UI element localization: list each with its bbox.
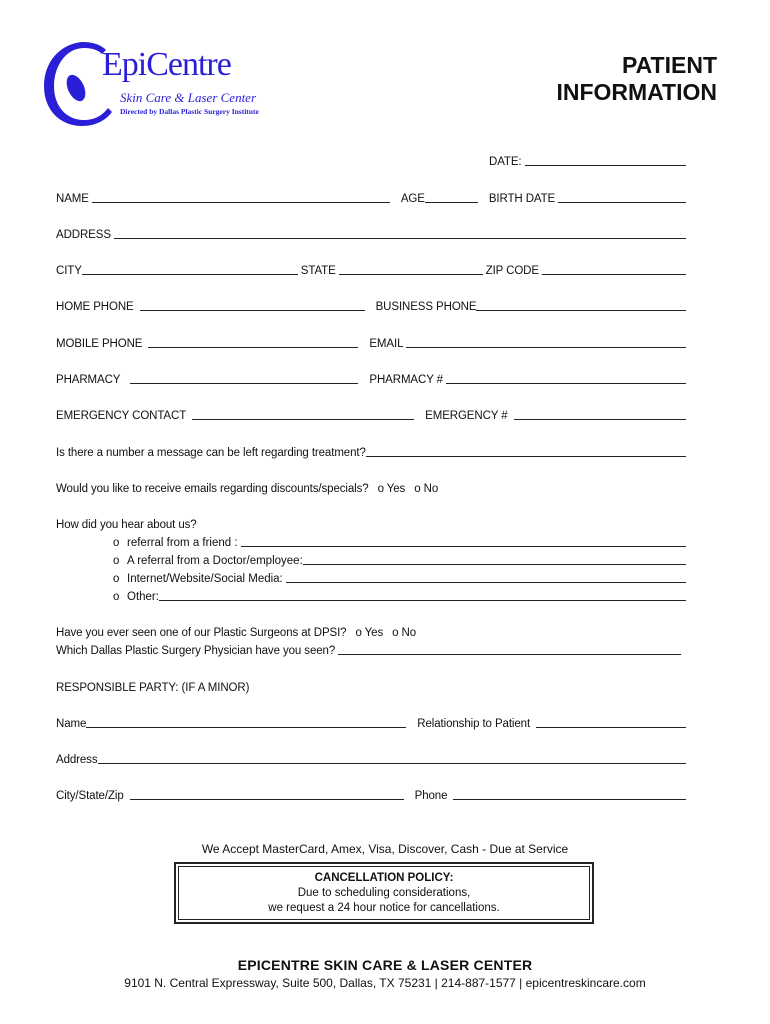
r-relationship-label: Relationship to Patient	[417, 718, 531, 730]
r-name-field[interactable]	[86, 726, 406, 728]
address-row	[56, 229, 689, 241]
responsible-heading: RESPONSIBLE PARTY: (IF A MINOR)	[56, 682, 250, 694]
email-label: EMAIL	[369, 338, 404, 350]
emergency-contact-field[interactable]	[192, 418, 414, 420]
hear-option-field[interactable]	[241, 545, 686, 547]
message-question: Is there a number a message can be left regarding treatment?	[56, 447, 366, 459]
emergency-number-label: EMERGENCY #	[425, 410, 508, 422]
message-field[interactable]	[366, 455, 686, 457]
hear-question: How did you hear about us?	[56, 519, 197, 531]
age-field[interactable]	[425, 201, 478, 203]
zip-label: ZIP CODE	[485, 265, 539, 277]
city-field[interactable]	[82, 273, 298, 275]
city-row	[56, 265, 689, 277]
phone-row	[56, 301, 689, 313]
home-phone-label: HOME PHONE	[56, 301, 134, 313]
birth-date-field[interactable]	[558, 201, 686, 203]
emails-yes-option[interactable]: o Yes	[377, 483, 406, 495]
footer-address: 9101 N. Central Expressway, Suite 500, Dallas, TX 75231 | 214-887-1577 | epicentreskincare.com	[124, 976, 646, 990]
state-field[interactable]	[339, 273, 483, 275]
hear-option-internet[interactable]	[113, 573, 689, 585]
date-field[interactable]	[525, 164, 686, 166]
business-phone-label: BUSINESS PHONE	[375, 301, 477, 313]
address-label: ADDRESS	[56, 229, 111, 241]
mobile-phone-label: MOBILE PHONE	[56, 338, 143, 350]
seen-yes-option[interactable]: o Yes	[355, 627, 384, 639]
date-label: DATE:	[489, 156, 522, 168]
mobile-row	[56, 338, 689, 350]
title-line-1: PATIENT	[622, 52, 717, 78]
hear-option-doctor[interactable]	[113, 555, 689, 567]
birth-date-label: BIRTH DATE	[488, 193, 556, 205]
logo	[38, 36, 268, 132]
hear-option-field[interactable]	[303, 563, 686, 565]
pharmacy-field[interactable]	[130, 382, 358, 384]
r-address-row	[56, 754, 689, 766]
page-title	[556, 52, 717, 106]
r-city-field[interactable]	[130, 798, 404, 800]
emergency-number-field[interactable]	[514, 418, 686, 420]
footer-business-name: EPICENTRE SKIN CARE & LASER CENTER	[237, 957, 533, 973]
which-row	[56, 645, 684, 657]
name-row	[56, 193, 689, 205]
hear-option-field[interactable]	[159, 599, 686, 601]
r-city-label: City/State/Zip	[56, 790, 124, 802]
emails-no-option[interactable]: o No	[414, 483, 439, 495]
message-row	[56, 447, 689, 459]
logo-tagline: Skin Care & Laser Center	[120, 90, 257, 105]
which-question: Which Dallas Plastic Surgery Physician have you seen?	[56, 645, 336, 657]
name-field[interactable]	[92, 201, 390, 203]
hear-option-label: Internet/Website/Social Media:	[127, 573, 283, 585]
age-label: AGE	[400, 193, 425, 205]
hear-option-label: Other:	[127, 591, 159, 603]
address-field[interactable]	[114, 237, 686, 239]
r-address-field[interactable]	[98, 762, 687, 764]
option-bullet: o	[113, 537, 120, 549]
name-label: NAME	[56, 193, 89, 205]
seen-row	[56, 627, 689, 639]
pharmacy-number-field[interactable]	[446, 382, 686, 384]
payment-note: We Accept MasterCard, Amex, Visa, Discover, Cash - Due at Service	[201, 842, 569, 856]
business-phone-field[interactable]	[476, 309, 686, 311]
seen-question: Have you ever seen one of our Plastic Surgeons at DPSI?	[56, 627, 347, 639]
r-name-row	[56, 718, 689, 730]
hear-option-other[interactable]	[113, 591, 689, 603]
option-bullet: o	[113, 555, 120, 567]
hear-option-label: A referral from a Doctor/employee:	[127, 555, 303, 567]
r-phone-field[interactable]	[453, 798, 686, 800]
pharmacy-row	[56, 374, 689, 386]
r-address-label: Address	[56, 754, 98, 766]
logo-subline: Directed by Dallas Plastic Surgery Institute	[120, 107, 259, 116]
hear-option-friend[interactable]	[113, 537, 689, 549]
emails-question: Would you like to receive emails regarding discounts/specials?	[56, 483, 369, 495]
pharmacy-label: PHARMACY	[56, 374, 121, 386]
emergency-contact-label: EMERGENCY CONTACT	[56, 410, 187, 422]
r-name-label: Name	[56, 718, 87, 730]
policy-line-1: Due to scheduling considerations,	[297, 887, 471, 899]
pharmacy-number-label: PHARMACY #	[369, 374, 443, 386]
email-field[interactable]	[406, 346, 686, 348]
hear-option-label: referral from a friend :	[127, 537, 238, 549]
r-city-row	[56, 790, 689, 802]
title-line-2: INFORMATION	[556, 79, 717, 105]
r-relationship-field[interactable]	[536, 726, 686, 728]
hear-row	[56, 519, 689, 531]
home-phone-field[interactable]	[140, 309, 365, 311]
seen-no-option[interactable]: o No	[392, 627, 417, 639]
logo-name: EpiCentre	[102, 46, 231, 83]
mobile-phone-field[interactable]	[148, 346, 358, 348]
cancellation-policy-inner	[178, 866, 590, 920]
emails-row	[56, 483, 689, 495]
policy-line-2: we request a 24 hour notice for cancellations.	[268, 902, 500, 914]
zip-field[interactable]	[542, 273, 686, 275]
option-bullet: o	[113, 573, 120, 585]
responsible-row	[56, 682, 689, 694]
r-phone-label: Phone	[414, 790, 448, 802]
policy-heading: CANCELLATION POLICY:	[314, 872, 454, 884]
cancellation-policy-box	[174, 862, 594, 924]
which-field[interactable]	[338, 653, 681, 655]
city-label: CITY	[56, 265, 82, 277]
emergency-row	[56, 410, 689, 422]
option-bullet: o	[113, 591, 120, 603]
date-row	[489, 156, 689, 168]
hear-option-field[interactable]	[286, 581, 686, 583]
state-label: STATE	[300, 265, 336, 277]
